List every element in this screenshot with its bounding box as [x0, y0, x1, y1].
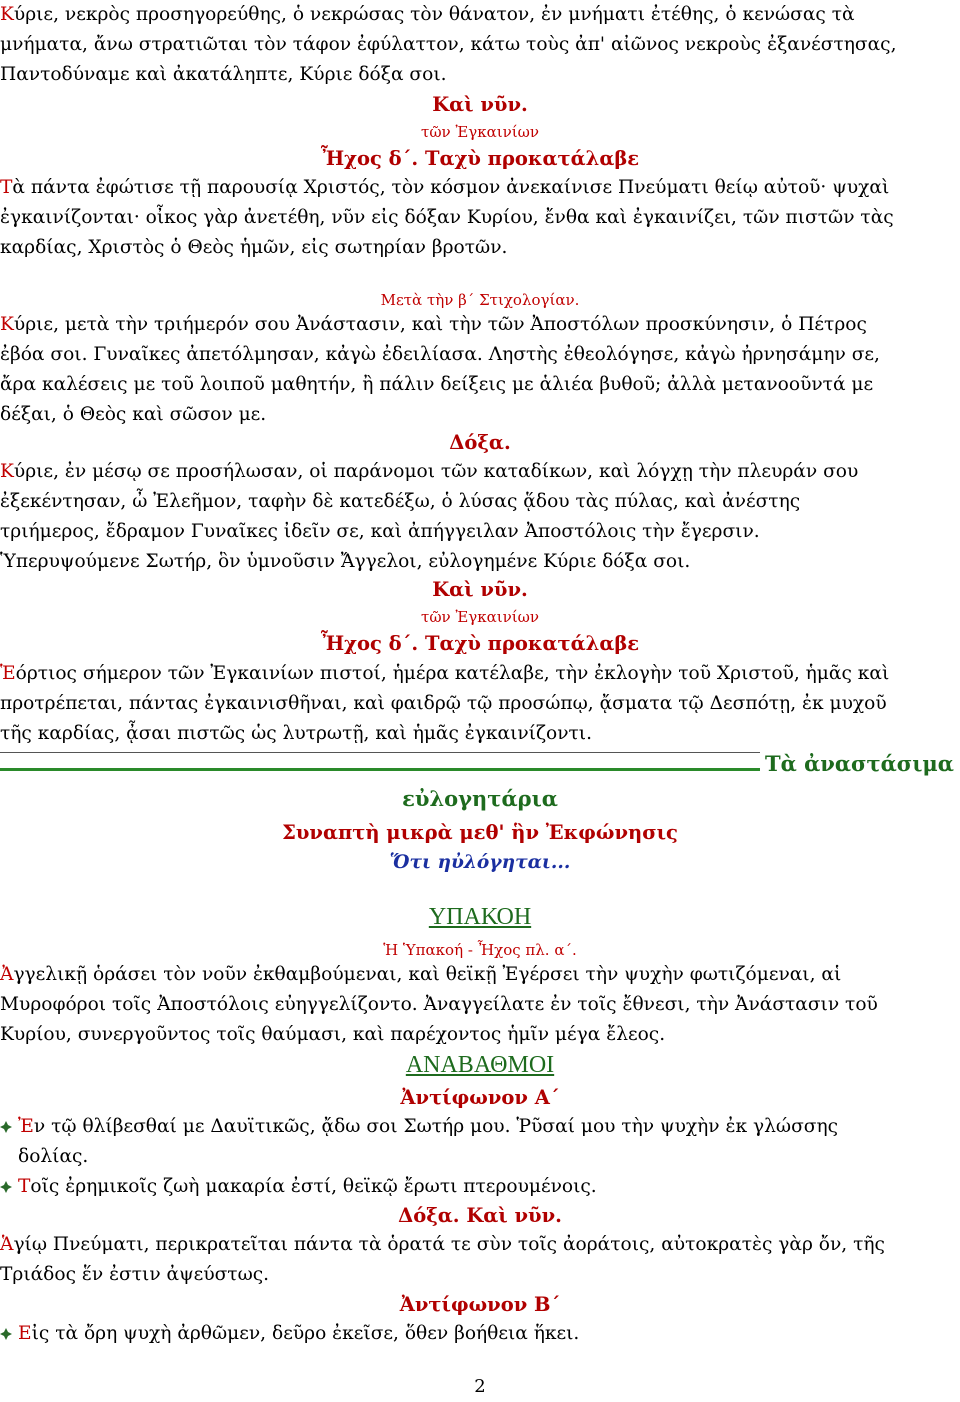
heading-eulogitaria: εὐλογητάρια: [402, 786, 558, 811]
text: ὰ πάντα ἐφώτισε τῇ παρουσίᾳ Χριστός, τὸν κόσμον ἀνεκαίνισε Πνεύματι θείῳ αὐτοῦ· ψυχαὶ: [12, 177, 890, 198]
section-title-anavathmoi: ΑΝΑΒΑΘΜΟΙ: [405, 1052, 555, 1078]
list-item-line: δολίας.: [18, 1146, 89, 1167]
paragraph-line: τριήμερος, ἔδραμον Γυναῖκες ἰδεῖν σε, καὶ ἀπήγγειλαν Ἀποστόλοις τὴν ἔγερσιν.: [0, 521, 760, 542]
paragraph-line: Ὑπερυψούμενε Σωτήρ, ὃν ὑμνοῦσιν Ἄγγελοι, εὐλογημένε Κύριε δόξα σοι.: [0, 551, 691, 572]
subheading-egkainion: τῶν Ἐγκαινίων: [421, 608, 539, 626]
divider-green: [0, 768, 760, 771]
paragraph-line: δέξαι, ὁ Θεὸς καὶ σῶσον με.: [0, 404, 267, 425]
paragraph-line: Τριάδος ἕν ἐστιν ἀψεύστως.: [0, 1264, 270, 1285]
initial-letter: Ε: [18, 1323, 32, 1344]
list-item: [0, 1172, 945, 1202]
paragraph-line: [0, 960, 945, 990]
list-item-line: [18, 1319, 943, 1349]
text: όρτιος σήμερον τῶν Ἐγκαινίων πιστοί, ἡμέρα κατέλαβε, τὴν ἐκλογὴν τοῦ Χριστοῦ, ἡμᾶς καὶ: [15, 663, 890, 684]
list-item: [0, 1319, 945, 1349]
subheading-meta-stichologian: Μετὰ τὴν β΄ Στιχολογίαν.: [380, 291, 580, 309]
heading-antifonon-a: Ἀντίφωνον Α΄: [400, 1086, 560, 1109]
paragraph-line: [0, 310, 945, 340]
list-item-line: [18, 1112, 943, 1142]
text-rest: ύριε, νεκρὸς προσηγορεύθης, ὁ νεκρώσας τὸν θάνατον, ἐν μνήματι ἐτέθης, ὁ κενώσας τὰ: [13, 4, 855, 25]
text: γγελικῇ ὁράσει τὸν νοῦν ἐκθαμβούμεναι, καὶ θεϊκῇ Ἐγέρσει τὴν ψυχὴν φωτιζόμεναι, αἱ: [13, 964, 842, 985]
section-title-anastasima: Τὰ ἀναστάσιμα: [765, 751, 954, 776]
paragraph-line: ἐβόα σοι. Γυναῖκες ἀπετόλμησαν, κἀγὼ ἐδειλίασα. Ληστὴς ἐθεολόγησε, κἀγὼ ἠρνησάμην σε,: [0, 344, 880, 365]
heading-antifonon-b: Ἀντίφωνον Β΄: [399, 1293, 561, 1316]
initial-letter: Τ: [0, 177, 13, 198]
ekfonisis-text: Ὅτι ηὐλόγηται...: [389, 852, 571, 873]
paragraph-line: μνήματα, ἄνω στρατιῶται τὸν τάφον ἐφύλαττον, κάτω τοὺς ἀπ' αἰῶνος νεκροὺς ἐξανέστησας,: [0, 34, 897, 55]
heading-ichos: Ἦχος δ΄. Ταχὺ προκατάλαβε: [320, 632, 640, 655]
paragraph-line: [0, 457, 945, 487]
page-number: 2: [474, 1376, 486, 1397]
initial-letter: Κ: [0, 4, 14, 25]
list-item-line: [18, 1172, 943, 1202]
initial-letter: Ἐ: [18, 1116, 34, 1137]
heading-synapti: Συναπτὴ μικρὰ μεθ' ἣν Ἐκφώνησις: [282, 821, 678, 844]
heading-kai-nyn: Καὶ νῦν.: [432, 578, 528, 601]
list-item: [0, 1112, 945, 1172]
text: ἰς τὰ ὄρη ψυχὴ ἀρθῶμεν, δεῦρο ἐκεῖσε, ὅθεν βοήθεια ἥκει.: [31, 1323, 580, 1344]
paragraph-line: [0, 659, 945, 689]
divider-thin: [0, 752, 760, 753]
initial-letter: Ἁ: [0, 1234, 14, 1255]
text: γίῳ Πνεύματι, περικρατεῖται πάντα τὰ ὁρατά τε σὺν τοῖς ἀοράτοις, αὐτοκρατὲς γὰρ ὄν, τῆς: [13, 1234, 885, 1255]
text: ύριε, ἐν μέσῳ σε προσήλωσαν, οἱ παράνομοι τῶν καταδίκων, καὶ λόγχῃ τὴν πλευράν σου: [13, 461, 859, 482]
paragraph-line: καρδίας, Χριστὸς ὁ Θεὸς ἡμῶν, εἰς σωτηρίαν βροτῶν.: [0, 237, 508, 258]
heading-doxa: Δόξα.: [449, 431, 511, 454]
diamond-bullet-icon: [0, 1328, 12, 1340]
paragraph-line: [0, 0, 945, 30]
initial-letter: Ἀ: [0, 964, 14, 985]
paragraph-line: τῆς καρδίας, ᾆσαι πιστῶς ὡς λυτρωτῇ, καὶ ἡμᾶς ἐγκαινίζοντι.: [0, 723, 593, 744]
heading-doxa-kai-nyn: Δόξα. Καὶ νῦν.: [398, 1204, 562, 1227]
heading-ichos: Ἦχος δ΄. Ταχὺ προκατάλαβε: [320, 147, 640, 170]
text: ύριε, μετὰ τὴν τριήμερόν σου Ἀνάστασιν, καὶ τὴν τῶν Ἀποστόλων προσκύνησιν, ὁ Πέτρος: [13, 314, 867, 335]
subheading-ypakoi: Ἡ Ὑπακοή - Ἦχος πλ. α΄.: [383, 941, 577, 959]
initial-letter: Κ: [0, 461, 14, 482]
initial-letter: Κ: [0, 314, 14, 335]
initial-letter: Ἑ: [0, 663, 16, 684]
diamond-bullet-icon: [0, 1181, 12, 1193]
paragraph-line: Κυρίου, συνεργοῦντος τοῖς θαύμασι, καὶ παρέχοντος ἡμῖν μέγα ἔλεος.: [0, 1024, 666, 1045]
text: ν τῷ θλίβεσθαί με Δαυϊτικῶς, ᾄδω σοι Σωτήρ μου. Ῥῦσαί μου τὴν ψυχὴν ἐκ γλώσσης: [33, 1116, 839, 1137]
subheading-egkainion: τῶν Ἐγκαινίων: [421, 123, 539, 141]
paragraph-line: προτρέπεται, πάντας ἐγκαινισθῆναι, καὶ φαιδρῷ τῷ προσώπῳ, ᾄσματα τῷ Δεσπότῃ, ἐκ μυχοῦ: [0, 693, 887, 714]
paragraph-line: [0, 173, 945, 203]
paragraph-line: [0, 1230, 945, 1260]
text: οῖς ἐρημικοῖς ζωὴ μακαρία ἐστί, θεϊκῷ ἔρωτι πτερουμένοις.: [30, 1176, 597, 1197]
section-title-ypakoi: ΥΠΑΚΟΗ: [428, 904, 532, 930]
initial-letter: Τ: [18, 1176, 31, 1197]
paragraph-line: Παντοδύναμε καὶ ἀκατάληπτε, Κύριε δόξα σοι.: [0, 64, 447, 85]
paragraph-line: Μυροφόροι τοῖς Ἀποστόλοις εὐηγγελίζοντο. Ἀναγγείλατε ἐν τοῖς ἔθνεσι, τὴν Ἀνάστασιν τοῦ: [0, 994, 878, 1015]
paragraph-line: ἄρα καλέσεις με τοῦ λοιποῦ μαθητήν, ἢ πάλιν δείξεις με ἁλιέα βυθοῦ; ἀλλὰ μετανοοῦντά με: [0, 374, 874, 395]
diamond-bullet-icon: [0, 1121, 12, 1133]
paragraph-line: ἐξεκέντησαν, ὦ Ἐλεῆμον, ταφὴν δὲ κατεδέξω, ὁ λύσας ᾅδου τὰς πύλας, καὶ ἀνέστης: [0, 491, 801, 512]
paragraph-line: ἐγκαινίζονται· οἶκος γὰρ ἀνετέθη, νῦν εἰς δόξαν Κυρίου, ἔνθα καὶ ἐγκαινίζει, τῶν πιστῶν τὰς: [0, 207, 894, 228]
heading-kai-nyn: Καὶ νῦν.: [432, 93, 528, 116]
